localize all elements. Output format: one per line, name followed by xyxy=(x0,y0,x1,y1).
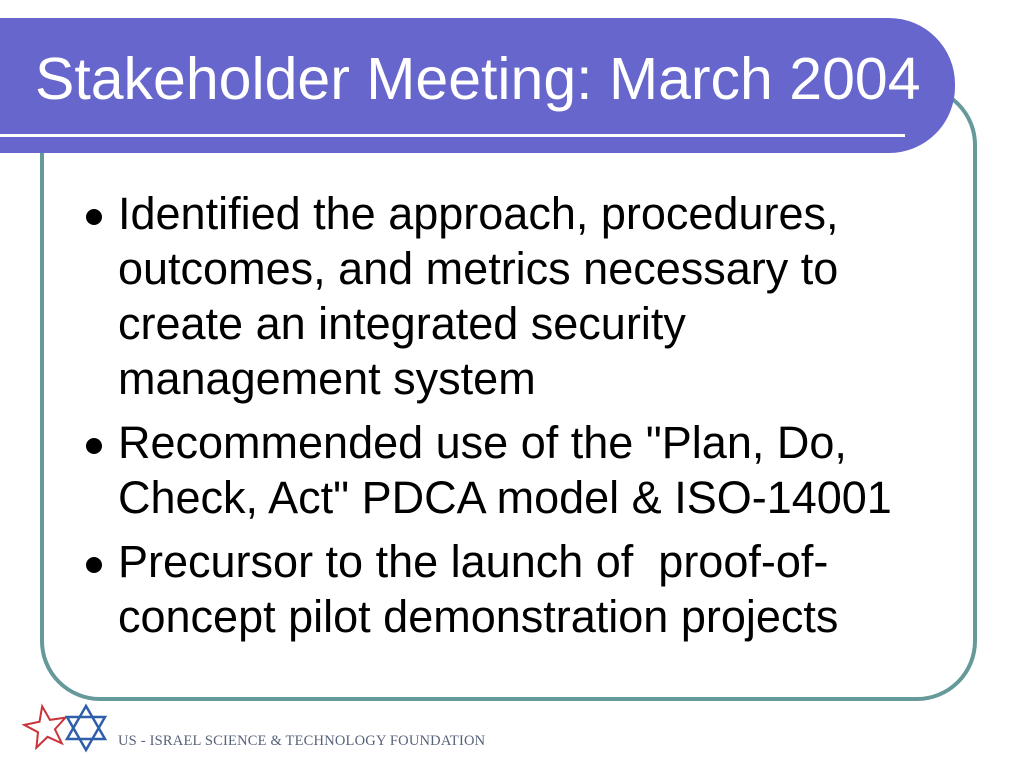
bullet-dot-icon xyxy=(86,209,102,225)
title-underline xyxy=(0,134,905,137)
bullet-text: Recommended use of the "Plan, Do, Check, Act" PDCA model & ISO-14001 xyxy=(118,417,892,523)
bullet-dot-icon xyxy=(86,557,102,573)
footer-organization-name: US - ISRAEL SCIENCE & TECHNOLOGY FOUNDATION xyxy=(118,733,486,749)
us-israel-star-logo-icon xyxy=(20,702,112,754)
bullet-dot-icon xyxy=(86,438,102,454)
slide-title: Stakeholder Meeting: March 2004 xyxy=(35,46,921,112)
bullet-text: Precursor to the launch of proof-of-concept pilot demonstration projects xyxy=(118,536,839,642)
bullet-item xyxy=(118,534,910,644)
bullet-item xyxy=(118,186,910,406)
red-star-shape xyxy=(22,703,70,749)
bullet-list xyxy=(118,186,910,644)
star-of-david-up-triangle xyxy=(67,706,105,739)
star-of-david-down-triangle xyxy=(67,717,105,750)
title-bar xyxy=(0,18,955,153)
bullet-text: Identified the approach, procedures, outcomes, and metrics necessary to create an integrated security management system xyxy=(118,188,851,404)
bullet-item xyxy=(118,415,910,525)
